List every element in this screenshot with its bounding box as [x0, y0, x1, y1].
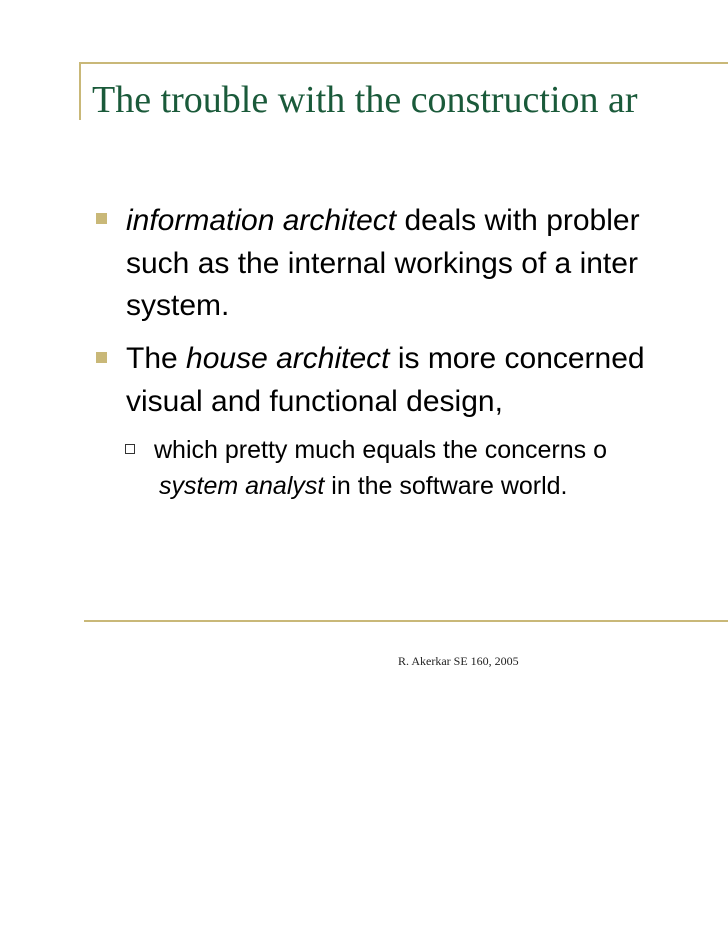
- bullet-2-text: is more concerned: [389, 342, 645, 375]
- emphasis-term: system analyst: [159, 472, 325, 500]
- bullet-1-line-3: system.: [126, 289, 230, 322]
- subbullet-line-1: which pretty much equals the concerns o: [154, 436, 608, 464]
- bullet-1-line-1: [126, 203, 640, 239]
- slide-footer: R. Akerkar SE 160, 2005: [398, 654, 519, 668]
- bullet-1-text: deals with probler: [396, 204, 640, 237]
- bullet-2-prefix: The: [126, 342, 187, 375]
- square-bullet-icon: [96, 352, 107, 363]
- title-frame-horizontal: [79, 62, 728, 64]
- bullet-2-line-2: visual and functional design,: [126, 385, 503, 418]
- title-frame-vertical: [79, 62, 81, 120]
- slide-title: The trouble with the construction ar: [92, 79, 638, 121]
- hollow-square-bullet-icon: [125, 444, 135, 454]
- subbullet-line-2: [159, 470, 568, 502]
- footer-divider: [84, 620, 728, 622]
- emphasis-term: house architect: [186, 342, 390, 375]
- emphasis-term: information architect: [126, 204, 397, 237]
- bullet-2-line-1: [126, 341, 645, 377]
- square-bullet-icon: [96, 213, 107, 224]
- subbullet-text: in the software world.: [324, 472, 568, 500]
- bullet-1-line-2: such as the internal workings of a inter: [126, 247, 638, 280]
